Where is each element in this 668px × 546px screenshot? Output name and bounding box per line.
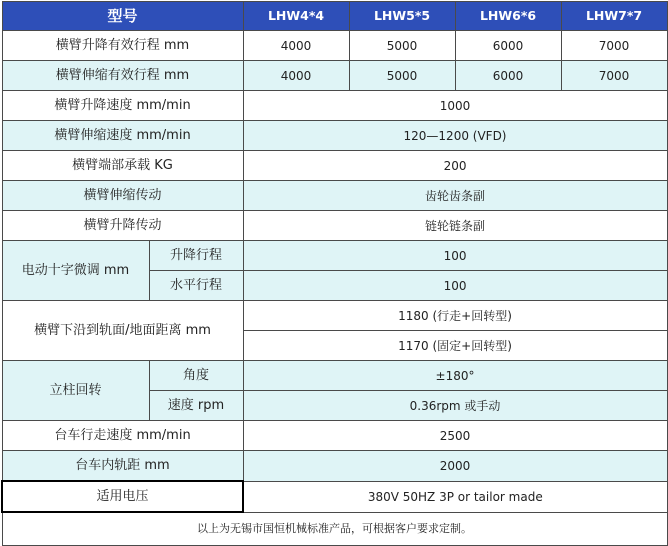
sub-label: 角度 [149, 361, 243, 391]
cell-value: 120—1200 (VFD) [243, 121, 667, 151]
table-row [2, 451, 667, 482]
cell-value: ±180° [243, 361, 667, 391]
table-row [2, 181, 667, 211]
cell-value: 5000 [349, 61, 455, 91]
cell-value: 0.36rpm 或手动 [243, 391, 667, 421]
cell-value: 1180 (行走+回转型) [243, 301, 667, 331]
row-label: 立柱回转 [2, 361, 149, 421]
cell-value: 6000 [455, 31, 561, 61]
note-row [2, 512, 667, 546]
cell-value: 380V 50HZ 3P or tailor made [243, 481, 667, 512]
table-row [2, 151, 667, 181]
row-label: 适用电压 [2, 481, 243, 512]
spec-table [1, 1, 668, 546]
table-row [2, 31, 667, 61]
sub-label: 速度 rpm [149, 391, 243, 421]
header-row [2, 2, 667, 31]
sub-label: 升降行程 [149, 241, 243, 271]
model-col-3: LHW6*6 [455, 2, 561, 31]
cell-value: 1170 (固定+回转型) [243, 331, 667, 361]
cell-value: 5000 [349, 31, 455, 61]
table-row [2, 361, 667, 391]
model-col-2: LHW5*5 [349, 2, 455, 31]
cell-value: 200 [243, 151, 667, 181]
model-header: 型号 [2, 2, 243, 31]
row-label: 横臂伸缩有效行程 mm [2, 61, 243, 91]
cell-value: 4000 [243, 61, 349, 91]
table-row [2, 241, 667, 271]
row-label: 横臂升降传动 [2, 211, 243, 241]
row-label: 横臂伸缩传动 [2, 181, 243, 211]
row-label: 横臂端部承载 KG [2, 151, 243, 181]
table-row [2, 91, 667, 121]
cell-value: 4000 [243, 31, 349, 61]
table-row [2, 121, 667, 151]
row-label: 横臂伸缩速度 mm/min [2, 121, 243, 151]
table-row [2, 211, 667, 241]
footnote: 以上为无锡市国恒机械标准产品，可根据客户要求定制。 [2, 512, 667, 546]
cell-value: 2000 [243, 451, 667, 482]
row-label: 横臂下沿到轨面/地面距离 mm [2, 301, 243, 361]
cell-value: 2500 [243, 421, 667, 451]
cell-value: 1000 [243, 91, 667, 121]
row-label: 台车内轨距 mm [2, 451, 243, 482]
cell-value: 6000 [455, 61, 561, 91]
model-col-1: LHW4*4 [243, 2, 349, 31]
row-label: 台车行走速度 mm/min [2, 421, 243, 451]
row-label: 横臂升降速度 mm/min [2, 91, 243, 121]
cell-value: 100 [243, 271, 667, 301]
table-row [2, 301, 667, 331]
model-col-4: LHW7*7 [561, 2, 667, 31]
table-row [2, 61, 667, 91]
cell-value: 链轮链条副 [243, 211, 667, 241]
table-row [2, 481, 667, 512]
cell-value: 齿轮齿条副 [243, 181, 667, 211]
table-row [2, 421, 667, 451]
cell-value: 7000 [561, 31, 667, 61]
sub-label: 水平行程 [149, 271, 243, 301]
cell-value: 7000 [561, 61, 667, 91]
cell-value: 100 [243, 241, 667, 271]
row-label: 横臂升降有效行程 mm [2, 31, 243, 61]
row-label: 电动十字微调 mm [2, 241, 149, 301]
